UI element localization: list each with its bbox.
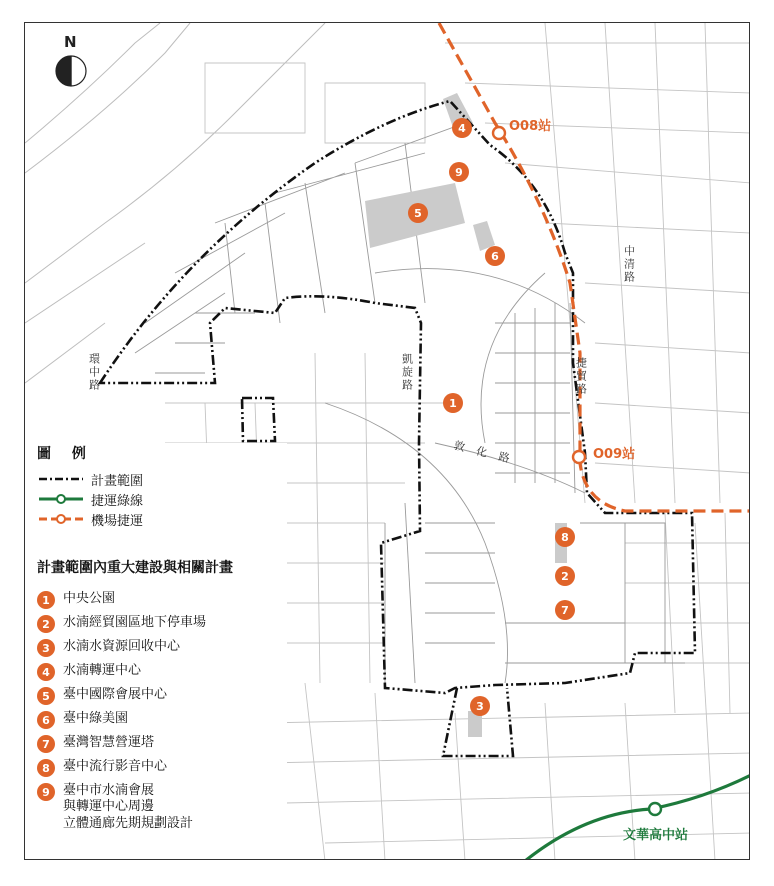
legend-boundary-label: 計畫範圍 <box>91 473 144 489</box>
road-dunhua-label: 敦化路 <box>452 438 523 469</box>
north-arrow <box>56 56 86 86</box>
project-badge-9: 9 <box>37 783 55 801</box>
mrt-green-icon <box>37 493 85 505</box>
project-badge-2: 2 <box>37 615 55 633</box>
map-marker-8[interactable]: 8 <box>555 527 575 547</box>
project-badge-5: 5 <box>37 687 55 705</box>
legend-airport-mrt <box>37 509 287 529</box>
mrt-green-line <box>525 775 750 860</box>
boundary-line-icon <box>37 474 85 484</box>
airport-mrt-icon <box>37 513 85 525</box>
road-jiezhan-label: 捷貿路 <box>574 357 588 396</box>
project-badge-1: 1 <box>37 591 55 609</box>
road-kaixuan-label: 凱旋路 <box>400 353 414 392</box>
project-item-4 <box>37 663 287 681</box>
legend-mrt-green <box>37 489 287 509</box>
road-zhongqing-label: 中清路 <box>622 245 636 284</box>
project-item-6 <box>37 711 287 729</box>
legend-mrt-green-label: 捷運綠線 <box>91 493 144 509</box>
project-badge-3: 3 <box>37 639 55 657</box>
legend-title: 圖 例 <box>37 446 94 462</box>
map-marker-4[interactable]: 4 <box>452 118 472 138</box>
project-item-3 <box>37 639 287 657</box>
legend-boundary <box>37 469 287 489</box>
map-marker-9[interactable]: 9 <box>449 162 469 182</box>
project-item-5 <box>37 687 287 705</box>
legend-panel <box>37 443 287 838</box>
map-frame <box>24 22 750 860</box>
legend-airport-mrt-label: 機場捷運 <box>91 513 144 529</box>
map-marker-3[interactable]: 3 <box>470 696 490 716</box>
project-name-5: 臺中國際會展中心 <box>63 687 168 702</box>
station-o09-label: O09站 <box>593 447 636 462</box>
project-name-7: 臺灣智慧營運塔 <box>63 735 155 750</box>
north-label: N <box>64 33 77 51</box>
projects-title: 計畫範圍內重大建設與相關計畫 <box>37 560 233 576</box>
map-marker-2[interactable]: 2 <box>555 566 575 586</box>
project-item-9 <box>37 783 287 832</box>
project-name-3: 水湳水資源回收中心 <box>63 639 181 654</box>
project-badge-4: 4 <box>37 663 55 681</box>
map-marker-1[interactable]: 1 <box>443 393 463 413</box>
project-item-8 <box>37 759 287 777</box>
project-item-7 <box>37 735 287 753</box>
project-name-6: 臺中綠美園 <box>63 711 129 726</box>
station-o09-marker[interactable] <box>573 451 585 463</box>
map-marker-5[interactable]: 5 <box>408 203 428 223</box>
road-huanzhong-label: 環中路 <box>87 353 101 392</box>
station-wenhua-marker[interactable] <box>649 803 661 815</box>
project-item-1 <box>37 591 287 609</box>
station-wenhua-label: 文華高中站 <box>623 828 689 843</box>
airport-mrt-line <box>439 23 750 511</box>
project-name-9: 臺中市水湳會展 與轉運中心周邊 立體通廊先期規劃設計 <box>63 783 194 831</box>
project-badge-8: 8 <box>37 759 55 777</box>
project-badge-7: 7 <box>37 735 55 753</box>
project-badge-6: 6 <box>37 711 55 729</box>
project-name-4: 水湳轉運中心 <box>63 663 142 678</box>
map-marker-6[interactable]: 6 <box>485 246 505 266</box>
project-name-2: 水湳經貿園區地下停車場 <box>63 615 207 630</box>
plan-boundary-notch <box>242 398 275 441</box>
project-item-2 <box>37 615 287 633</box>
project-name-8: 臺中流行影音中心 <box>63 759 168 774</box>
project-name-1: 中央公園 <box>63 591 116 606</box>
station-o08-label: O08站 <box>509 119 552 134</box>
map-marker-7[interactable]: 7 <box>555 600 575 620</box>
station-o08-marker[interactable] <box>493 127 505 139</box>
